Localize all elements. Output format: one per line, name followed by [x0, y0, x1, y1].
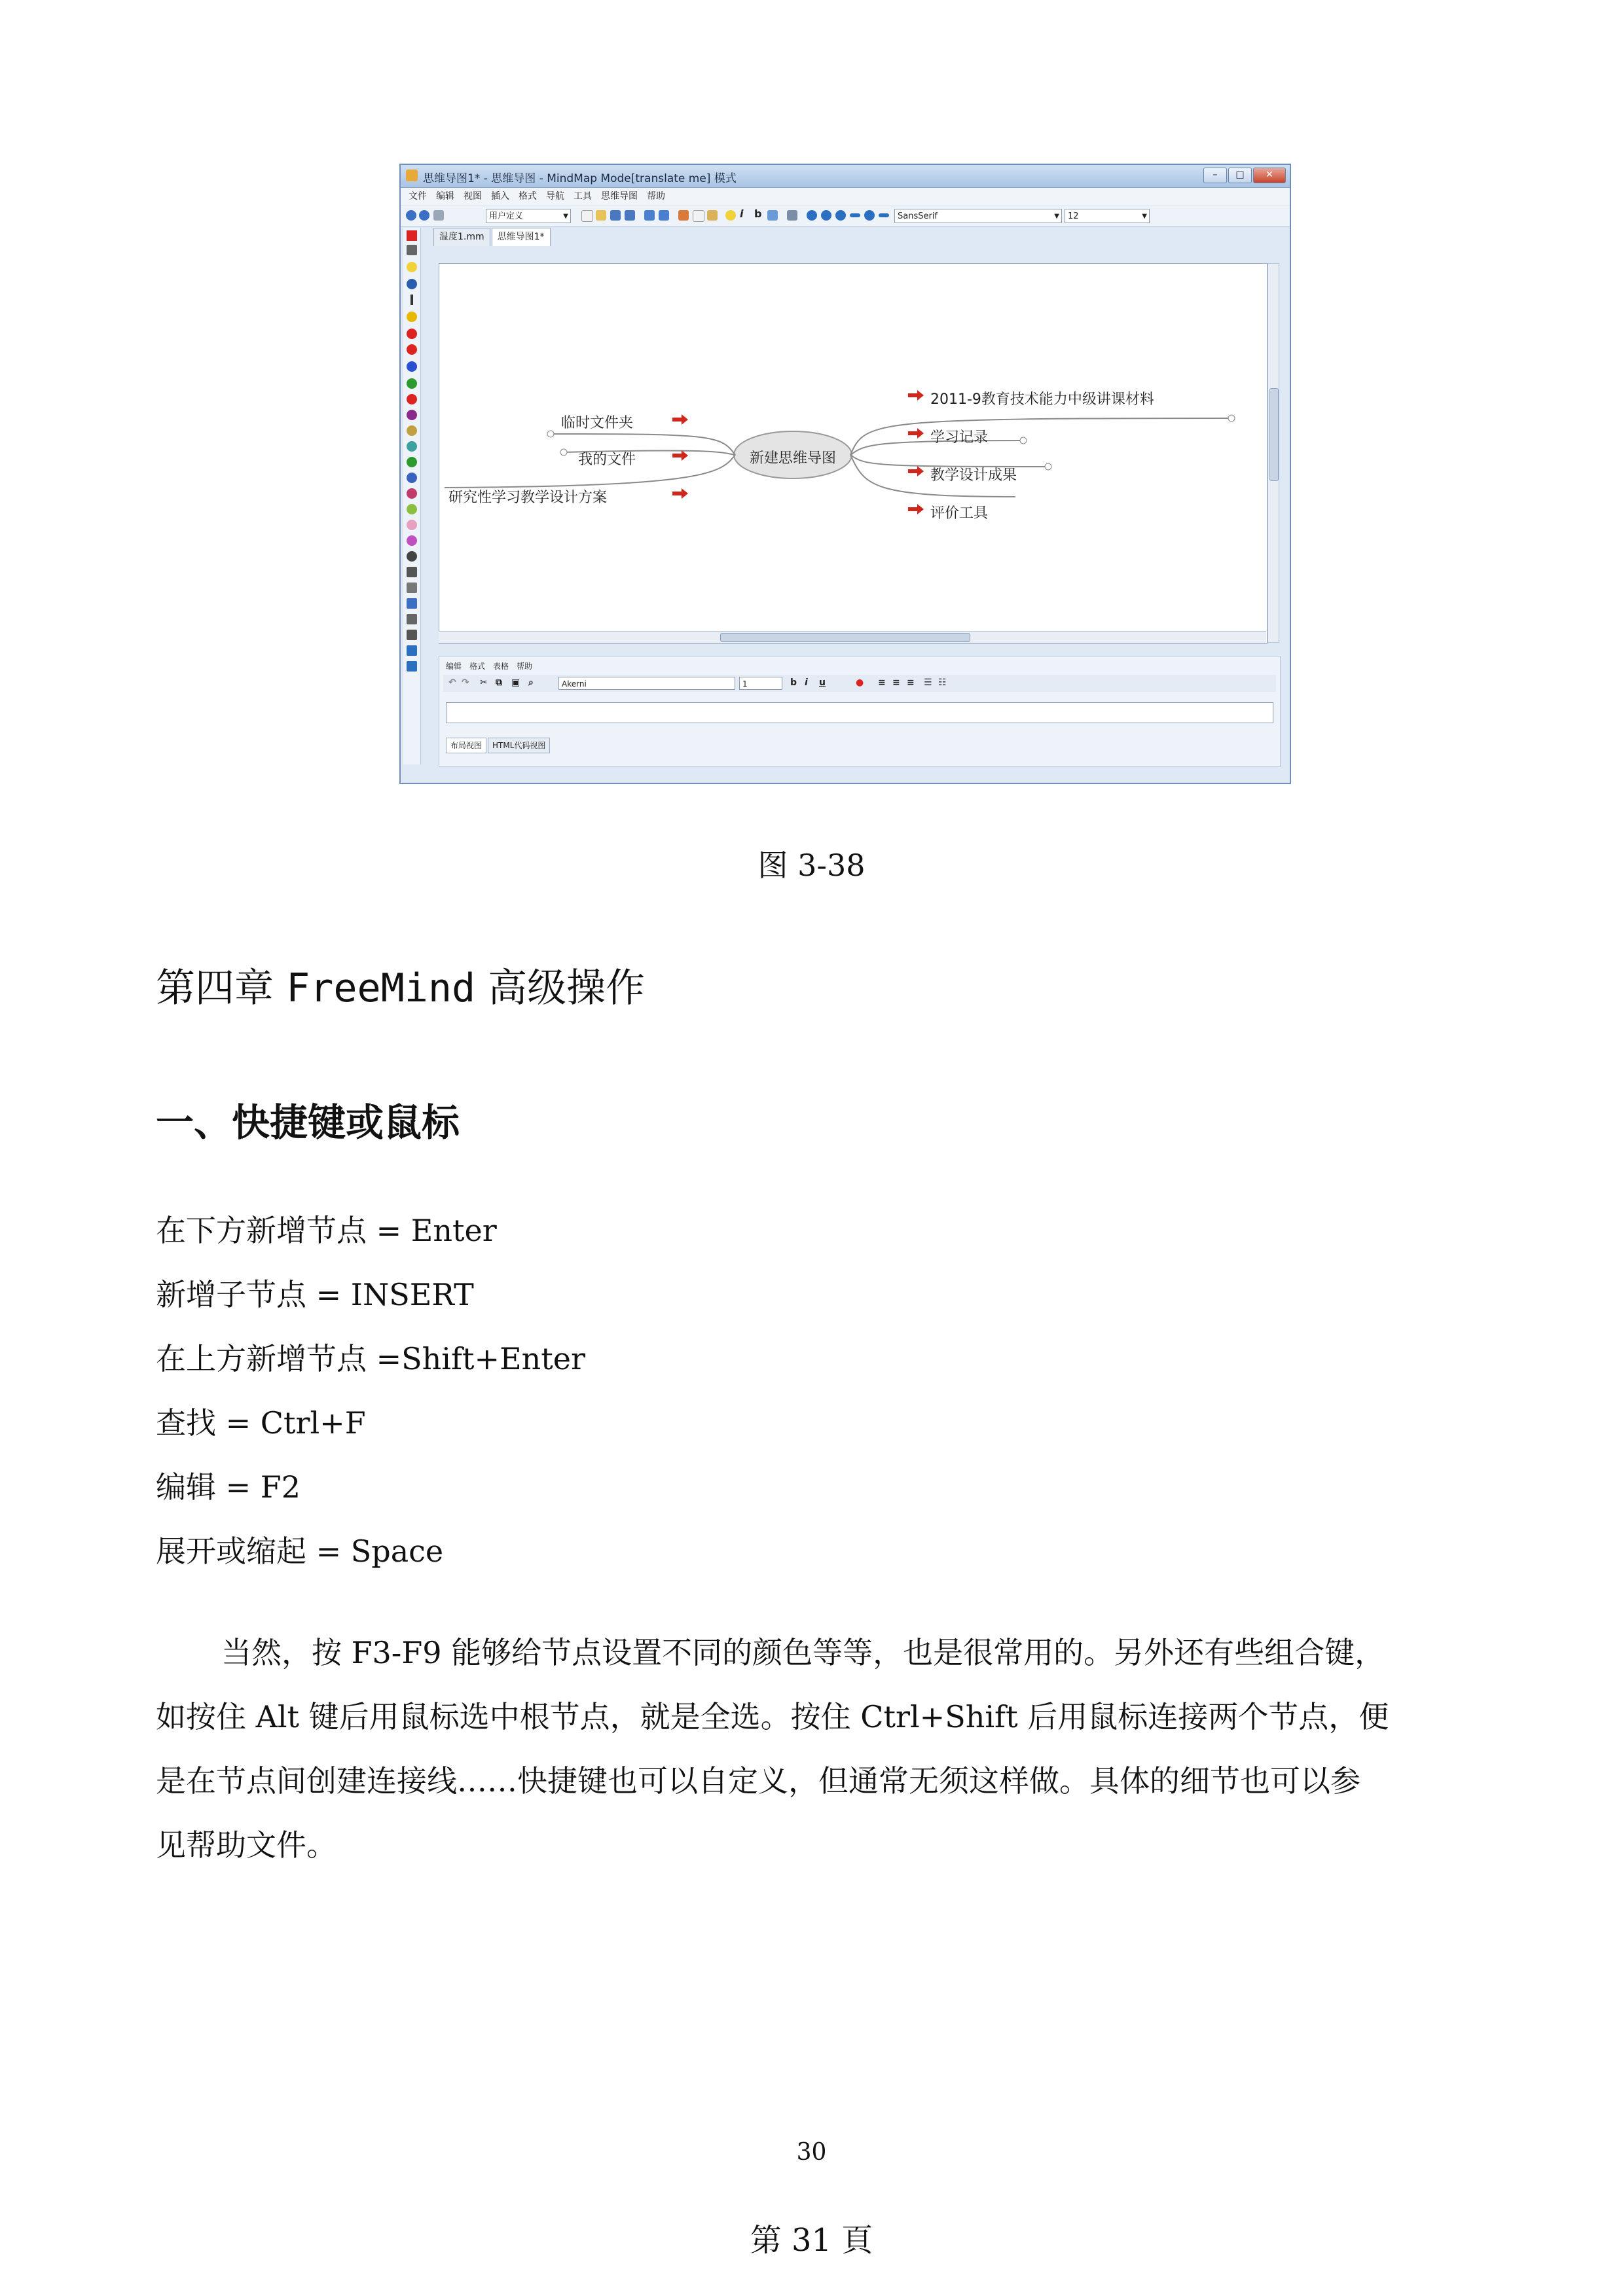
menu-view[interactable]: 视图 — [464, 191, 482, 202]
filter-icon[interactable] — [433, 210, 444, 221]
page-number: 30 — [796, 2139, 827, 2166]
notes-menu-format[interactable]: 格式 — [469, 662, 486, 671]
priority-3-icon[interactable] — [407, 441, 417, 452]
tab-layout-view[interactable]: 布局视图 — [446, 738, 486, 753]
notes-menu-help[interactable]: 帮助 — [517, 662, 533, 671]
menu-navigate[interactable]: 导航 — [546, 191, 564, 202]
paste-icon[interactable] — [707, 210, 718, 221]
italic-icon[interactable]: i — [740, 207, 744, 220]
notes-italic-icon[interactable]: i — [805, 677, 808, 688]
shortcut-line: 查找 = Ctrl+F — [156, 1405, 366, 1441]
menu-help[interactable]: 帮助 — [647, 191, 665, 202]
notes-copy-icon[interactable]: ⧉ — [496, 677, 502, 688]
left-node-research-plan[interactable]: 研究性学习教学设计方案 — [448, 490, 608, 506]
undo-icon[interactable] — [644, 210, 655, 221]
menu-mindmaps[interactable]: 思维导图 — [601, 191, 638, 202]
right-node-design-results[interactable]: 教学设计成果 — [930, 467, 1017, 484]
notes-editor-panel — [439, 656, 1281, 767]
notes-numbered-list-icon[interactable]: ☷ — [938, 677, 947, 688]
menu-edit[interactable]: 编辑 — [436, 191, 454, 202]
flag-icon[interactable] — [407, 614, 417, 624]
tab-map-2[interactable]: 思维导图1* — [492, 228, 551, 246]
check-icon[interactable] — [407, 378, 417, 389]
paragraph-line: 是在节点间创建连接线……快捷键也可以自定义，但通常无须这样做。具体的细节也可以参 — [156, 1763, 1360, 1799]
notes-redo-icon[interactable]: ↷ — [462, 677, 469, 688]
shortcut-line: 新增子节点 = INSERT — [156, 1277, 474, 1312]
priority-8-icon[interactable] — [407, 520, 417, 530]
cross-icon[interactable] — [407, 394, 417, 404]
canvas-vertical-scrollbar[interactable] — [1267, 263, 1279, 643]
new-icon[interactable] — [581, 210, 593, 222]
priority-5-icon[interactable] — [407, 473, 417, 483]
bold-icon[interactable]: b — [754, 207, 762, 220]
notes-bold-icon[interactable]: b — [790, 677, 797, 688]
right-node-study-notes[interactable]: 学习记录 — [930, 429, 989, 446]
shortcut-line: 展开或缩起 = Space — [156, 1534, 444, 1569]
red-flag-icon[interactable] — [407, 344, 417, 355]
paragraph-line: 当然，按 F3-F9 能够给节点设置不同的颜色等等，也是很常用的。另外还有些组合键， — [221, 1635, 1385, 1670]
open-icon[interactable] — [596, 210, 606, 221]
notes-undo-icon[interactable]: ↶ — [448, 677, 456, 688]
priority-7-icon[interactable] — [407, 504, 417, 514]
close-button[interactable]: ✕ — [1253, 168, 1286, 183]
left-node-temp-folder[interactable]: 临时文件夹 — [561, 415, 634, 431]
paragraph-line: 如按住 Alt 键后用鼠标选中根节点，就是全选。按住 Ctrl+Shift 后用鼠标连接两个节点，便 — [156, 1699, 1389, 1734]
warning-icon[interactable] — [407, 312, 417, 322]
move-down-icon[interactable] — [835, 210, 846, 221]
save-icon[interactable] — [610, 210, 621, 221]
collapse-icon[interactable] — [850, 213, 860, 217]
cloud-icon[interactable] — [767, 210, 778, 221]
important-icon[interactable] — [410, 295, 413, 305]
mindmap-canvas[interactable] — [439, 263, 1267, 644]
smiley-icon[interactable] — [407, 551, 417, 562]
lightbulb-icon[interactable] — [725, 210, 736, 221]
filter-combo[interactable]: 用户定义 ▼ — [486, 209, 571, 223]
notes-underline-icon[interactable]: u — [819, 677, 826, 688]
freemind-screenshot — [399, 164, 1291, 784]
idea-icon[interactable] — [407, 262, 417, 272]
cut-icon[interactable] — [678, 210, 689, 221]
body-paragraph — [156, 1621, 1472, 1877]
menu-file[interactable]: 文件 — [409, 191, 427, 202]
back-icon[interactable] — [406, 210, 416, 221]
clock-icon[interactable] — [407, 567, 417, 577]
priority-2-icon[interactable] — [407, 425, 417, 436]
stop-icon[interactable] — [407, 329, 417, 339]
info-icon[interactable] — [407, 361, 417, 372]
key-icon[interactable] — [407, 630, 417, 640]
menu-tools[interactable]: 工具 — [574, 191, 592, 202]
notes-menu-edit[interactable]: 编辑 — [446, 662, 462, 671]
save-as-icon[interactable] — [625, 210, 635, 221]
mail-icon[interactable] — [407, 583, 417, 593]
forward-icon[interactable] — [419, 210, 429, 221]
notes-cut-icon[interactable]: ✂ — [480, 677, 488, 688]
paragraph-line: 见帮助文件。 — [156, 1827, 337, 1863]
shortcut-line: 编辑 = F2 — [156, 1469, 301, 1505]
app-icon — [406, 170, 418, 181]
tab-html-view[interactable]: HTML代码视图 — [488, 738, 550, 753]
notes-paste-icon[interactable]: ▣ — [511, 677, 520, 688]
shortcut-line: 在上方新增节点 =Shift+Enter — [156, 1341, 585, 1376]
notes-align-right-icon[interactable]: ≡ — [907, 677, 915, 688]
notes-align-center-icon[interactable]: ≡ — [892, 677, 900, 688]
left-node-my-files[interactable]: 我的文件 — [578, 452, 636, 468]
section-heading: 一、快捷键或鼠标 — [156, 1100, 460, 1145]
menu-format[interactable]: 格式 — [519, 191, 537, 202]
remove-icon[interactable] — [407, 230, 417, 241]
trash-icon[interactable] — [407, 245, 417, 255]
map-tabs — [433, 228, 551, 246]
copy-icon[interactable] — [693, 210, 704, 222]
priority-6-icon[interactable] — [407, 488, 417, 499]
window-title: 思维导图1* - 思维导图 - MindMap Mode[translate me] 模式 — [423, 172, 737, 185]
right-node-evaluation-tools[interactable]: 评价工具 — [930, 505, 989, 522]
notes-color-icon[interactable]: ● — [856, 677, 864, 688]
main-toolbar — [401, 206, 1290, 227]
notes-list-icon[interactable]: ☰ — [924, 677, 932, 688]
grid-icon[interactable] — [787, 210, 797, 221]
chapter-latin: FreeMind — [286, 965, 476, 1011]
right-node-course-material[interactable]: 2011-9教育技术能力中级讲课材料 — [930, 391, 1154, 408]
chapter-prefix: 第四章 — [156, 965, 274, 1011]
font-size-combo[interactable]: 12 ▼ — [1065, 209, 1150, 223]
icon-palette — [403, 228, 421, 764]
notes-view-tabs — [446, 738, 550, 753]
canvas-horizontal-scrollbar[interactable] — [439, 631, 1266, 643]
priority-1-icon[interactable] — [407, 410, 417, 420]
move-up-icon[interactable] — [821, 210, 831, 221]
central-node[interactable]: 新建思维导图 — [749, 450, 836, 467]
question-icon[interactable] — [407, 279, 417, 289]
home-icon[interactable] — [407, 598, 417, 609]
minimize-button[interactable]: – — [1203, 168, 1227, 183]
notes-find-icon[interactable]: ⌕ — [528, 677, 534, 688]
maximize-button[interactable]: □ — [1228, 168, 1252, 183]
move-left-icon[interactable] — [807, 210, 817, 221]
notes-menu-table[interactable]: 表格 — [493, 662, 509, 671]
font-family-combo[interactable]: SansSerif ▼ — [894, 209, 1062, 223]
back-arrow-icon[interactable] — [407, 645, 417, 656]
notes-size-combo[interactable]: 1 — [739, 677, 782, 690]
menu-insert[interactable]: 插入 — [491, 191, 509, 202]
mindmap-edges — [439, 264, 1267, 630]
forward-arrow-icon[interactable] — [407, 661, 417, 672]
priority-4-icon[interactable] — [407, 457, 417, 467]
shortcut-line: 在下方新增节点 = Enter — [156, 1213, 497, 1248]
notes-text-area[interactable] — [446, 702, 1273, 723]
zoom-out-icon[interactable] — [879, 213, 889, 217]
menu-bar — [401, 188, 1290, 205]
figure-caption: 图 3-38 — [757, 848, 866, 883]
page-footer: 第 31 頁 — [750, 2222, 873, 2259]
chapter-heading — [156, 957, 645, 1013]
redo-icon[interactable] — [659, 210, 669, 221]
priority-9-icon[interactable] — [407, 535, 417, 546]
notes-toolbar — [443, 675, 1276, 692]
window-titlebar — [401, 165, 1290, 188]
tab-map-1[interactable]: 温度1.mm — [433, 228, 490, 246]
chapter-suffix: 高级操作 — [488, 965, 646, 1011]
notes-font-combo[interactable]: Akerni — [558, 677, 735, 690]
expand-icon[interactable] — [864, 210, 875, 221]
notes-menu — [446, 660, 532, 672]
notes-align-left-icon[interactable]: ≡ — [878, 677, 886, 688]
